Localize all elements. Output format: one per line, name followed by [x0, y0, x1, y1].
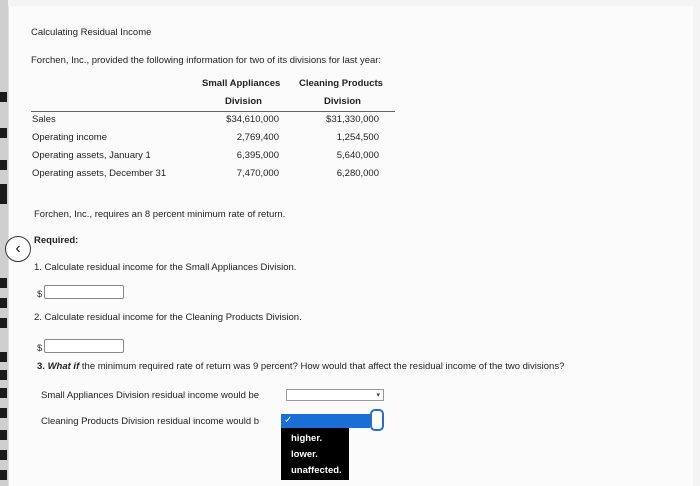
sidebar-marker	[0, 160, 7, 170]
cleaning-products-label: Cleaning Products Division residual income would b	[41, 416, 260, 427]
sidebar-marker	[0, 318, 7, 328]
small-value: 2,769,400	[236, 132, 279, 143]
dropdown-option-higher[interactable]: higher.	[291, 433, 323, 444]
question-2: 2. Calculate residual income for the Cleaning Products Division.	[34, 312, 302, 323]
dropdown-option-unaffected[interactable]: unaffected.	[291, 465, 342, 476]
row-label: Sales	[32, 114, 56, 125]
intro-text: Forchen, Inc., provided the following information for two of its divisions for last year:	[31, 55, 382, 66]
col-small-header: Small Appliances	[202, 78, 281, 89]
sidebar-marker	[0, 352, 7, 362]
required-heading: Required:	[34, 235, 79, 246]
checkmark-icon: ✓	[284, 415, 293, 426]
question-3	[37, 361, 564, 372]
cleaning-products-select[interactable]	[281, 414, 370, 428]
cleaning-value: $31,330,000	[326, 114, 379, 125]
sidebar-marker	[0, 450, 7, 460]
small-value: 7,470,000	[236, 168, 279, 179]
dropdown-toggle[interactable]	[370, 409, 384, 431]
chevron-left-icon: ‹	[15, 240, 21, 257]
small-appliances-select[interactable]	[286, 389, 384, 401]
back-button[interactable]	[5, 236, 31, 262]
sidebar-marker	[0, 278, 7, 288]
cleaning-value: 1,254,500	[336, 132, 379, 143]
row-label: Operating assets, January 1	[32, 150, 151, 161]
sidebar-marker	[0, 430, 7, 440]
table-header-rule	[31, 111, 395, 112]
dollar-sign: $	[37, 343, 43, 354]
cleaning-value: 5,640,000	[336, 150, 379, 161]
col-cleaning-header-sub: Division	[324, 96, 361, 107]
small-appliances-label: Small Appliances Division residual income would be	[41, 390, 260, 401]
chevron-down-icon: ▾	[376, 392, 380, 399]
sidebar-marker	[0, 370, 7, 380]
sidebar-marker	[0, 388, 7, 398]
sidebar-marker	[0, 408, 7, 418]
small-value: 6,395,000	[236, 150, 279, 161]
dropdown-option-lower[interactable]: lower.	[291, 449, 318, 460]
sidebar-marker	[0, 470, 7, 480]
col-small-header-sub: Division	[225, 96, 262, 107]
dropdown-options	[281, 428, 349, 480]
answer-2-input[interactable]	[44, 339, 124, 353]
question-3-whatif: What if	[47, 361, 80, 372]
sidebar-marker	[0, 128, 7, 138]
row-label: Operating assets, December 31	[32, 168, 167, 179]
sidebar-marker	[0, 184, 7, 204]
sidebar-marker	[0, 92, 7, 102]
cleaning-value: 6,280,000	[336, 168, 379, 179]
col-cleaning-header: Cleaning Products	[299, 78, 383, 89]
dollar-sign: $	[37, 289, 43, 300]
small-value: $34,610,000	[226, 114, 279, 125]
question-3-text: the minimum required rate of return was 9 percent? How would that affect the residual income of the two divisions?	[81, 361, 565, 372]
page-title: Calculating Residual Income	[31, 27, 152, 38]
answer-1-input[interactable]	[44, 285, 124, 299]
question-1: 1. Calculate residual income for the Small Appliances Division.	[34, 262, 297, 273]
sidebar-marker	[0, 298, 7, 308]
row-label: Operating income	[32, 132, 107, 143]
question-3-number: 3.	[37, 361, 45, 372]
min-return-text: Forchen, Inc., requires an 8 percent minimum rate of return.	[34, 209, 286, 220]
